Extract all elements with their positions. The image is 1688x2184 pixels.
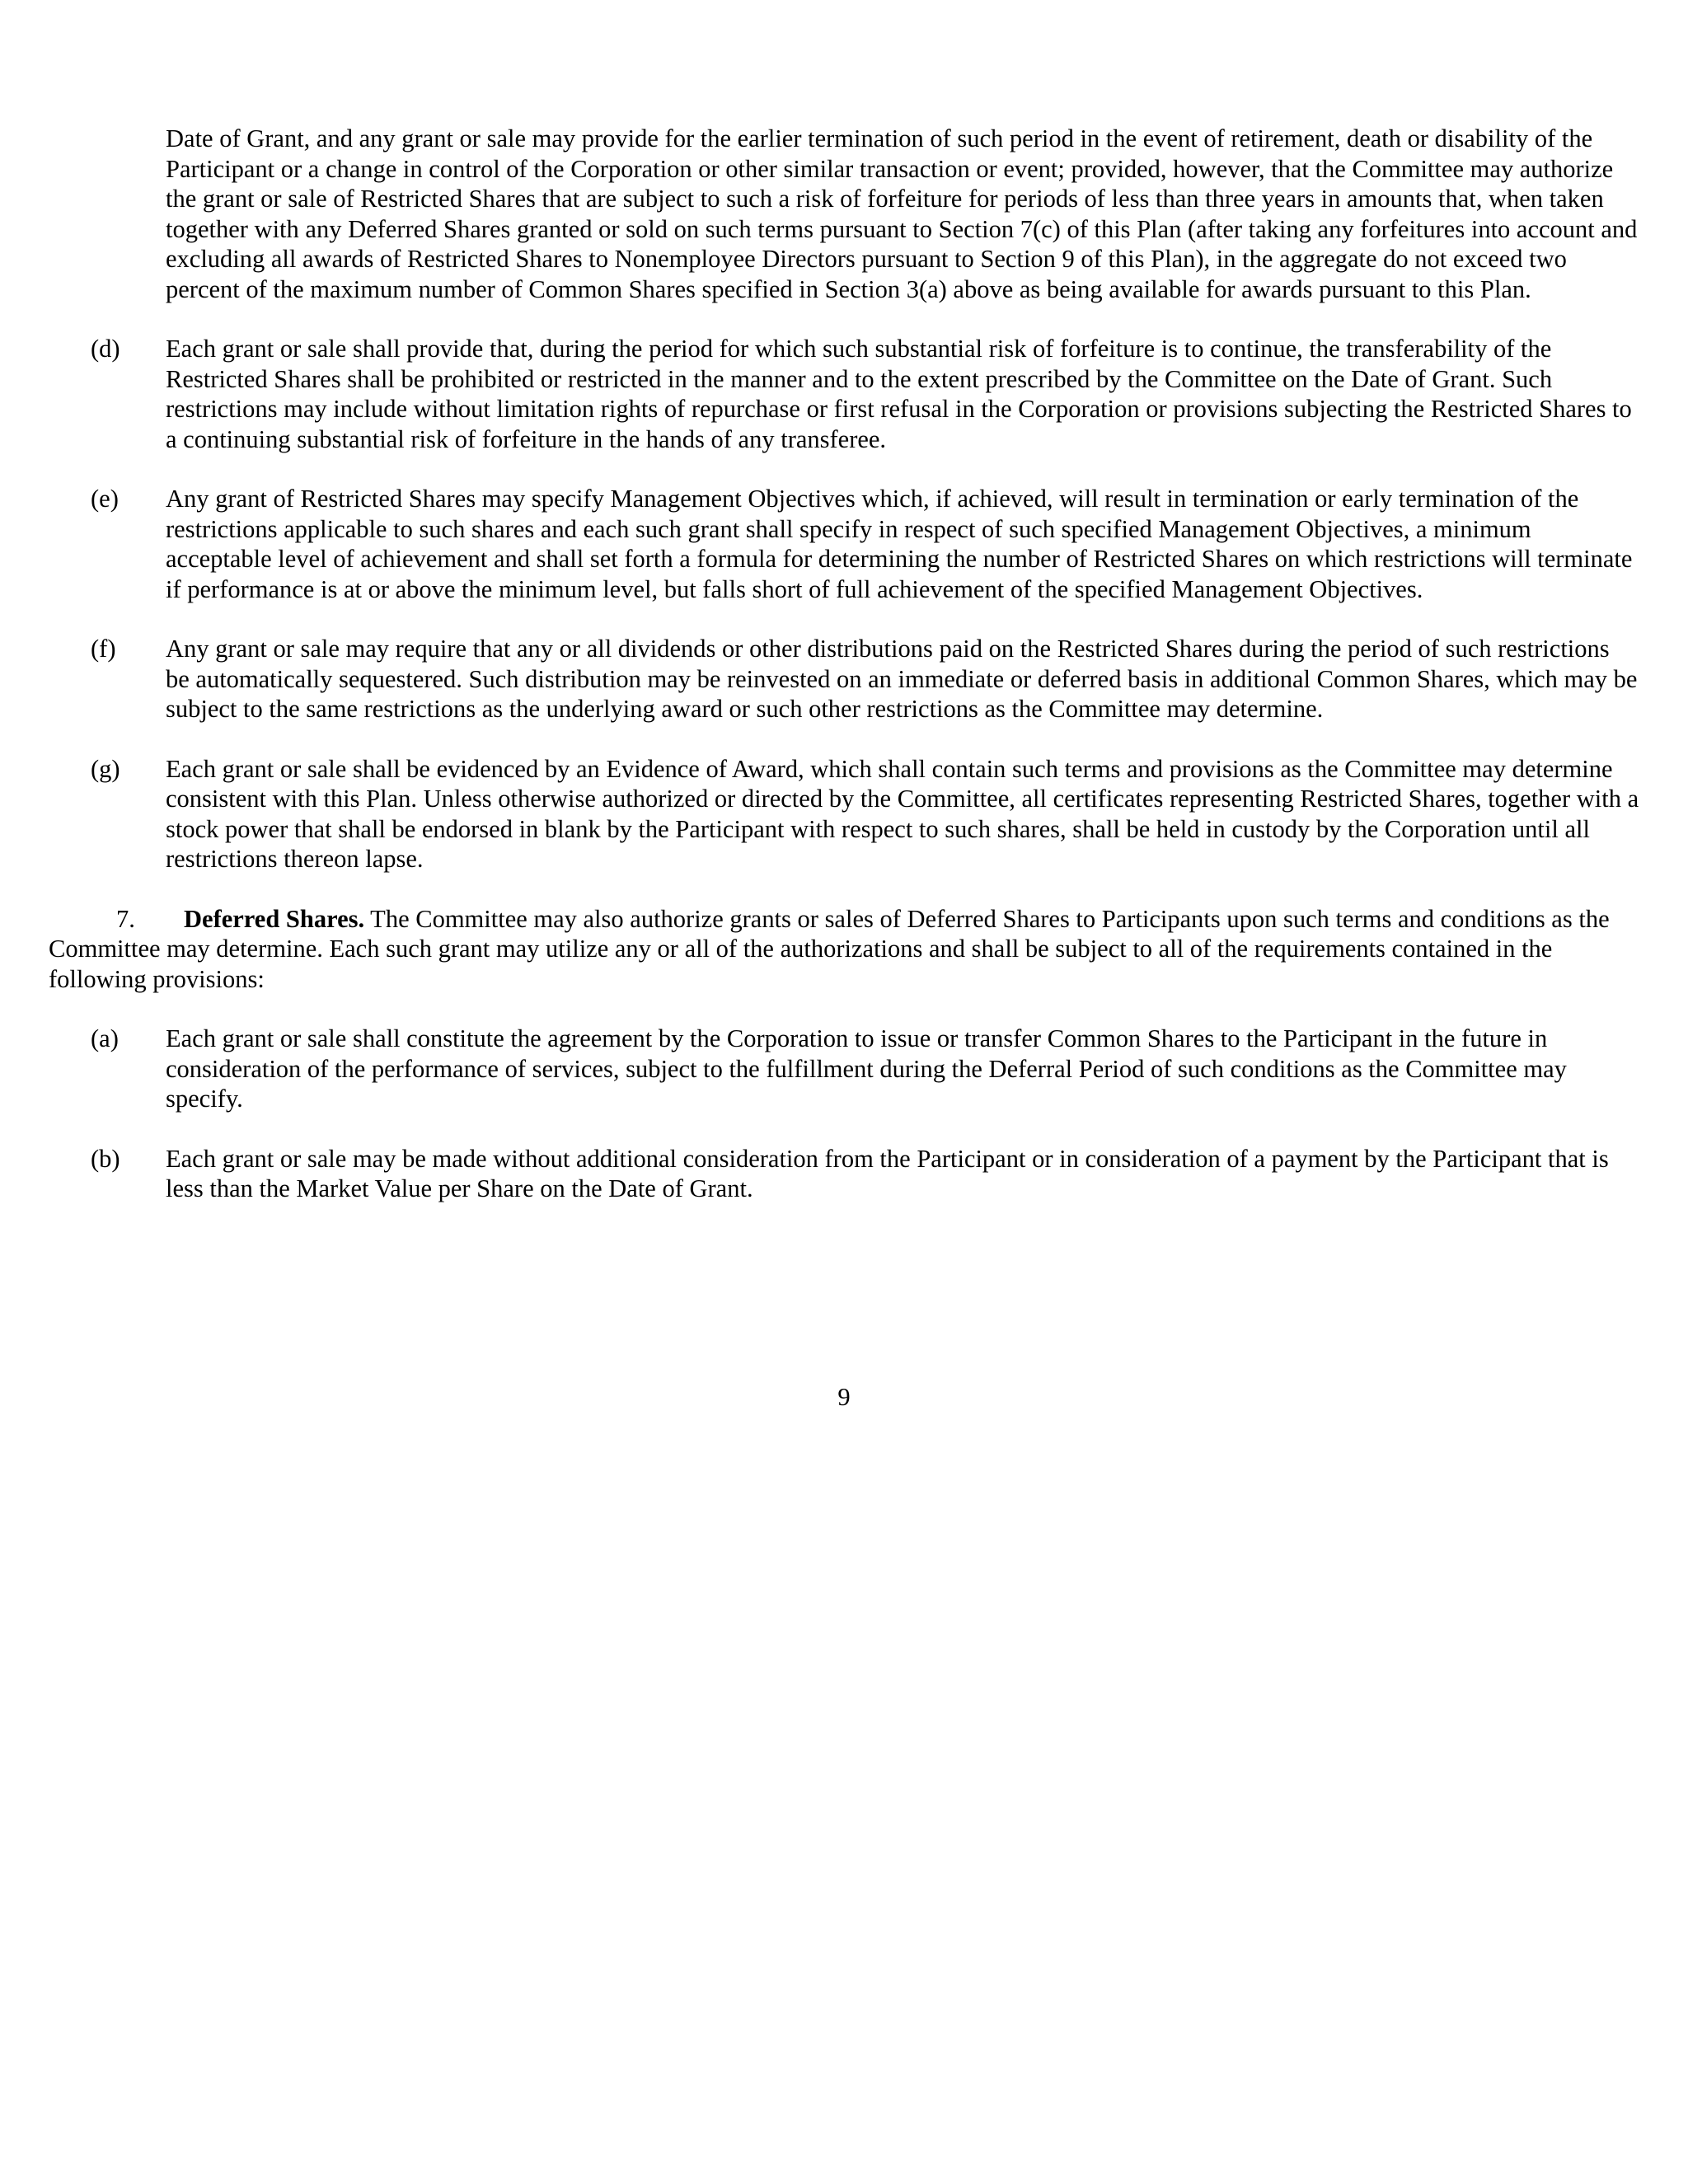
list-item-7a (49, 1024, 1639, 1114)
item-text: Each grant or sale shall be evidenced by an Evidence of Award, which shall contain such terms and provisions as the Committee may determine consistent with this Plan. Unless otherwise authorized or directed by the Committee, all certificates representing Restricted Shares, together with a stock power that shall be endorsed in blank by the Participant with respect to such shares, shall be held in custody by the Corporation until all restrictions thereon lapse. (166, 754, 1639, 873)
page-number: 9 (837, 1383, 851, 1411)
item-label: (f) (91, 635, 116, 663)
continuation-paragraph: Date of Grant, and any grant or sale may provide for the earlier termination of such period in the event of retirement, death or disability of the Participant or a change in control of the Corporation or other similar transaction or event; provided, however, that the Committee may authorize the grant or sale of Restricted Shares that are subject to such a risk of forfeiture for periods of less than three years in amounts that, when taken together with any Deferred Shares granted or sold on such terms pursuant to Section 7(c) of this Plan (after taking any forfeitures into account and excluding all awards of Restricted Shares to Nonemployee Directors pursuant to Section 9 of this Plan), in the aggregate do not exceed two percent of the maximum number of Common Shares specified in Section 3(a) above as being available for awards pursuant to this Plan. (166, 124, 1638, 303)
item-text: Each grant or sale shall constitute the agreement by the Corporation to issue or transfer Common Shares to the Participant in the future in consideration of the performance of services, subject to the fulfillment during the Deferral Period of such conditions as the Committee may specify. (166, 1024, 1567, 1113)
item-text: Each grant or sale shall provide that, during the period for which such substantial risk of forfeiture is to continue, the transferability of the Restricted Shares shall be prohibited or restricted in the manner and to the extent prescribed by the Committee on the Date of Grant. Such restrictions may include without limitation rights of repurchase or first refusal in the Corporation or provisions subjecting the Restricted Shares to a continuing substantial risk of forfeiture in the hands of any transferee. (166, 335, 1632, 453)
item-text: Any grant of Restricted Shares may specify Management Objectives which, if achieved, will result in termination or early termination of the restrictions applicable to such shares and each such grant shall specify in respect of such specified Management Objectives, a minimum acceptable level of achievement and shall set forth a formula for determining the number of Restricted Shares on which restrictions will terminate if performance is at or above the minimum level, but falls short of full achievement of the specified Management Objectives. (166, 485, 1633, 603)
item-label: (d) (91, 335, 120, 363)
section-text: The Committee may also authorize grants or sales of Deferred Shares to Participants upon such terms and conditions as the Committee may determine. Each such grant may utilize any or all of the authorizations and shall be subject to all of the requirements contained in the following provisions: (49, 904, 1610, 993)
list-item-6d (49, 334, 1639, 454)
section-number: 7. (116, 904, 135, 933)
item-text: Each grant or sale may be made without additional consideration from the Participant or in consideration of a payment by the Participant that is less than the Market Value per Share on the Date of Grant. (166, 1144, 1609, 1202)
item-label: (g) (91, 754, 120, 783)
item-label: (e) (91, 485, 119, 513)
document-body (49, 124, 1639, 1234)
list-item-6e (49, 484, 1639, 604)
section-heading: Deferred Shares. (184, 904, 365, 933)
item-label: (b) (91, 1144, 120, 1173)
item-label: (a) (91, 1024, 119, 1052)
list-item-6f (49, 634, 1639, 724)
list-item-7b (49, 1144, 1639, 1204)
section-7-paragraph (49, 904, 1639, 995)
item-text: Any grant or sale may require that any or all dividends or other distributions paid on the Restricted Shares during the period of such restrictions be automatically sequestered. Such distribution may be reinvested on an immediate or deferred basis in additional Common Shares, which may be subject to the same restrictions as the underlying award or such other restrictions as the Committee may determine. (166, 635, 1638, 723)
list-item-6g (49, 754, 1639, 874)
